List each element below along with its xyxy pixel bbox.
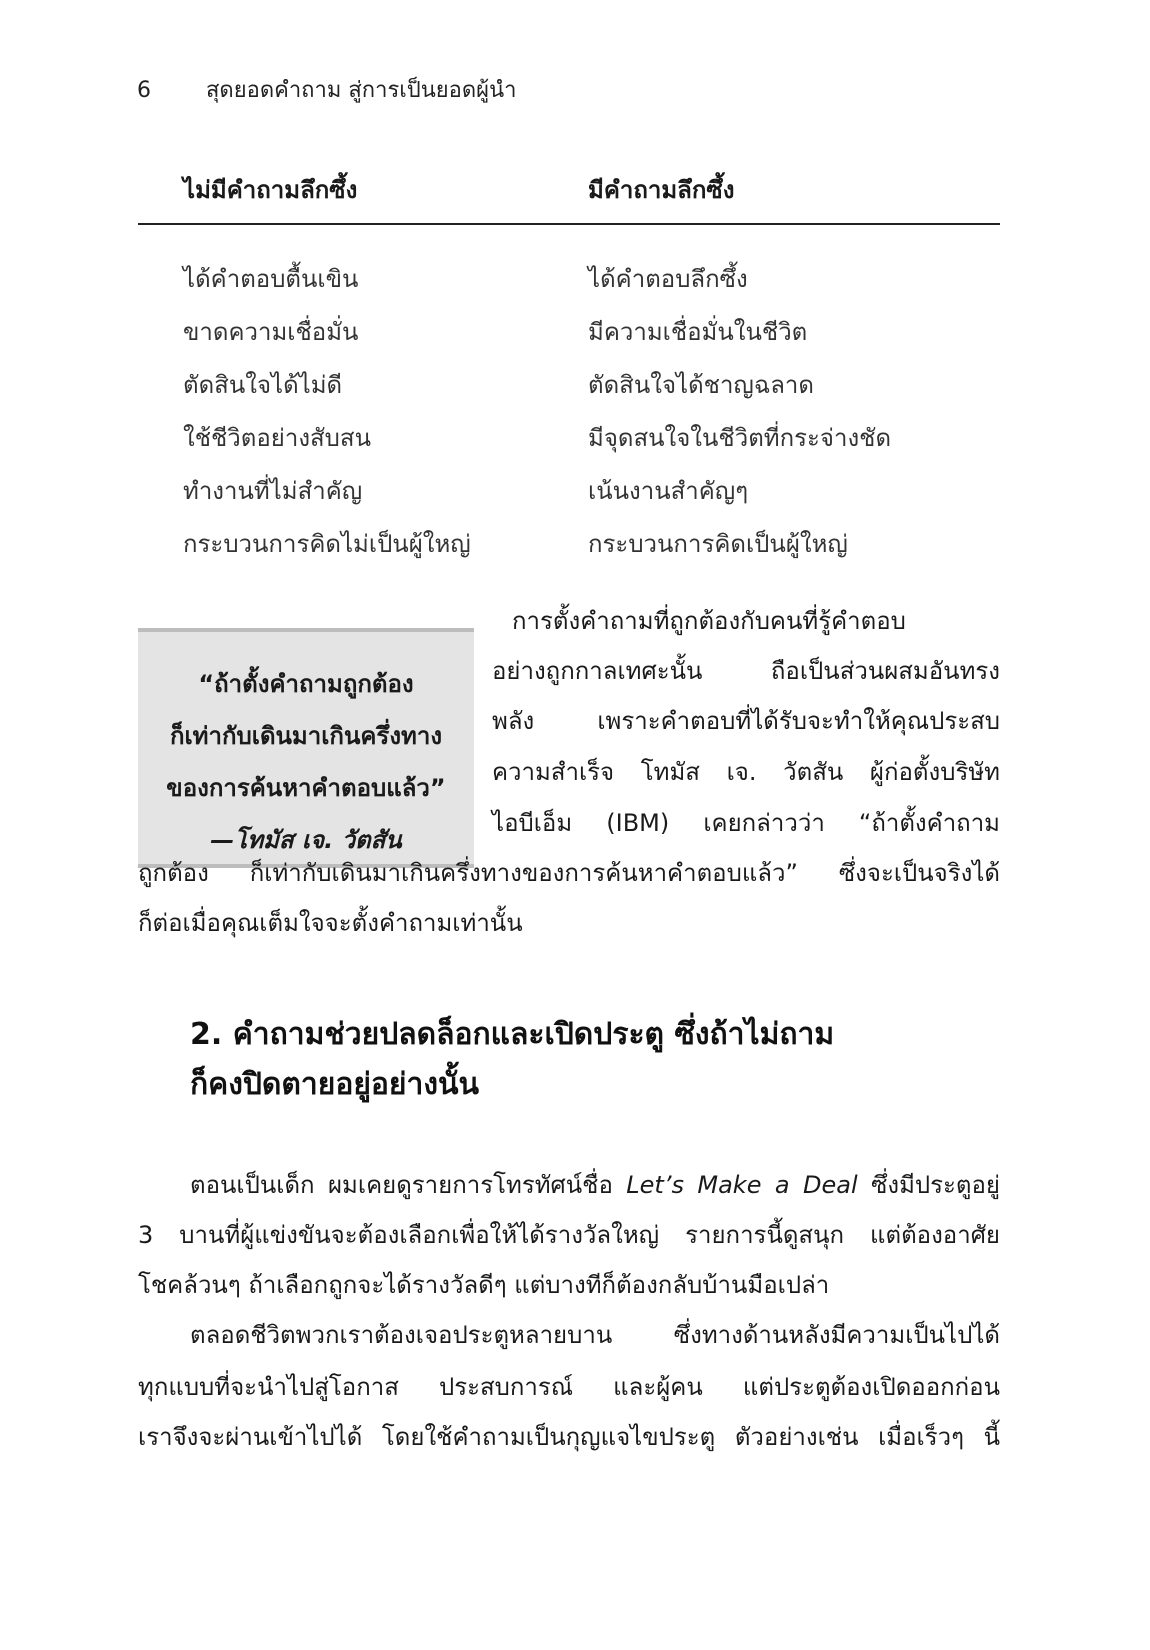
list-item: มีความเชื่อมั่นในชีวิต: [588, 318, 808, 346]
paragraph-line: ความสำเร็จ โทมัส เจ. วัตสัน ผู้ก่อตั้งบริษัท: [492, 758, 1000, 786]
list-item: ได้คำตอบตื้นเขิน: [183, 265, 359, 293]
list-item: ตัดสินใจได้ไม่ดี: [183, 371, 343, 399]
paragraph-line: 3 บานที่ผู้แข่งขันจะต้องเลือกเพื่อให้ได้รางวัลใหญ่ รายการนี้ดูสนุก แต่ต้องอาศัย: [138, 1221, 1000, 1249]
comparison-body: [138, 253, 1000, 571]
paragraph-line: พลัง เพราะคำตอบที่ได้รับจะทำให้คุณประสบ: [492, 707, 1000, 735]
quote-line: “ถ้าตั้งคำถามถูกต้อง: [198, 670, 414, 698]
paragraph-line: การตั้งคำถามที่ถูกต้องกับคนที่รู้คำตอบ: [512, 607, 906, 635]
paragraph-line: ถูกต้อง ก็เท่ากับเดินมาเกินครึ่งทางของการค้นหาคำตอบแล้ว” ซึ่งจะเป็นจริงได้: [138, 859, 1000, 887]
quote-attribution: —โทมัส เจ. วัตสัน: [210, 826, 402, 854]
paragraph-line: ตลอดชีวิตพวกเราต้องเจอประตูหลายบาน ซึ่งทางด้านหลังมีความเป็นไปได้: [190, 1321, 1000, 1349]
paragraph-line: โชคล้วนๆ ถ้าเลือกถูกจะได้รางวัลดีๆ แต่บางทีก็ต้องกลับบ้านมือเปล่า: [138, 1271, 830, 1299]
paragraph-line: ทุกแบบที่จะนำไปสู่โอกาส ประสบการณ์ และผู้คน แต่ประตูต้องเปิดออกก่อน: [138, 1373, 1000, 1401]
text-span: ตอนเป็นเด็ก ผมเคยดูรายการโทรทัศน์ชื่อ: [190, 1171, 627, 1199]
left-column: [138, 253, 588, 571]
paragraph-line: ไอบีเอ็ม (IBM) เคยกล่าวว่า “ถ้าตั้งคำถาม: [492, 809, 1000, 837]
right-column: [588, 253, 1000, 571]
text-span: ซึ่งมีประตูอยู่: [857, 1171, 1000, 1199]
running-title: สุดยอดคำถาม สู่การเป็นยอดผู้นำ: [206, 78, 517, 103]
section-heading-line: 2. คำถามช่วยปลดล็อกและเปิดประตู ซึ่งถ้าไม่ถาม: [190, 1017, 835, 1052]
section-heading-line: ก็คงปิดตายอยู่อย่างนั้น: [190, 1067, 480, 1102]
running-header: [137, 72, 516, 107]
list-item: ได้คำตอบลึกซึ้ง: [588, 265, 748, 293]
list-item: ตัดสินใจได้ชาญฉลาด: [588, 371, 814, 399]
list-item: ขาดความเชื่อมั่น: [183, 318, 359, 346]
paragraph-line: อย่างถูกกาลเทศะนั้น ถือเป็นส่วนผสมอันทรง: [492, 657, 1000, 685]
pull-quote: [138, 628, 474, 868]
quote-line: ก็เท่ากับเดินมาเกินครึ่งทาง: [169, 722, 443, 750]
right-column-header: มีคำถามลึกซึ้ง: [588, 176, 735, 204]
list-item: ใช้ชีวิตอย่างสับสน: [183, 424, 371, 452]
list-item: กระบวนการคิดเป็นผู้ใหญ่: [588, 530, 848, 558]
left-column-header: ไม่มีคำถามลึกซึ้ง: [183, 176, 358, 204]
paragraph-line: ก็ต่อเมื่อคุณเต็มใจจะตั้งคำถามเท่านั้น: [138, 909, 523, 937]
list-item: กระบวนการคิดไม่เป็นผู้ใหญ่: [183, 530, 471, 558]
page-number: 6: [137, 78, 151, 103]
list-item: เน้นงานสำคัญๆ: [588, 477, 749, 505]
list-item: มีจุดสนใจในชีวิตที่กระจ่างชัด: [588, 424, 892, 452]
show-title: Let’s Make a Deal: [626, 1171, 858, 1199]
paragraph-line: เราจึงจะผ่านเข้าไปได้ โดยใช้คำถามเป็นกุญแจไขประตู ตัวอย่างเช่น เมื่อเร็วๆ นี้: [138, 1423, 1000, 1451]
comparison-header-row: [138, 170, 1000, 225]
quote-line: ของการค้นหาคำตอบแล้ว”: [166, 774, 446, 802]
list-item: ทำงานที่ไม่สำคัญ: [183, 477, 363, 505]
comparison-table: [138, 170, 1000, 571]
paragraph-line: [190, 1170, 1000, 1200]
